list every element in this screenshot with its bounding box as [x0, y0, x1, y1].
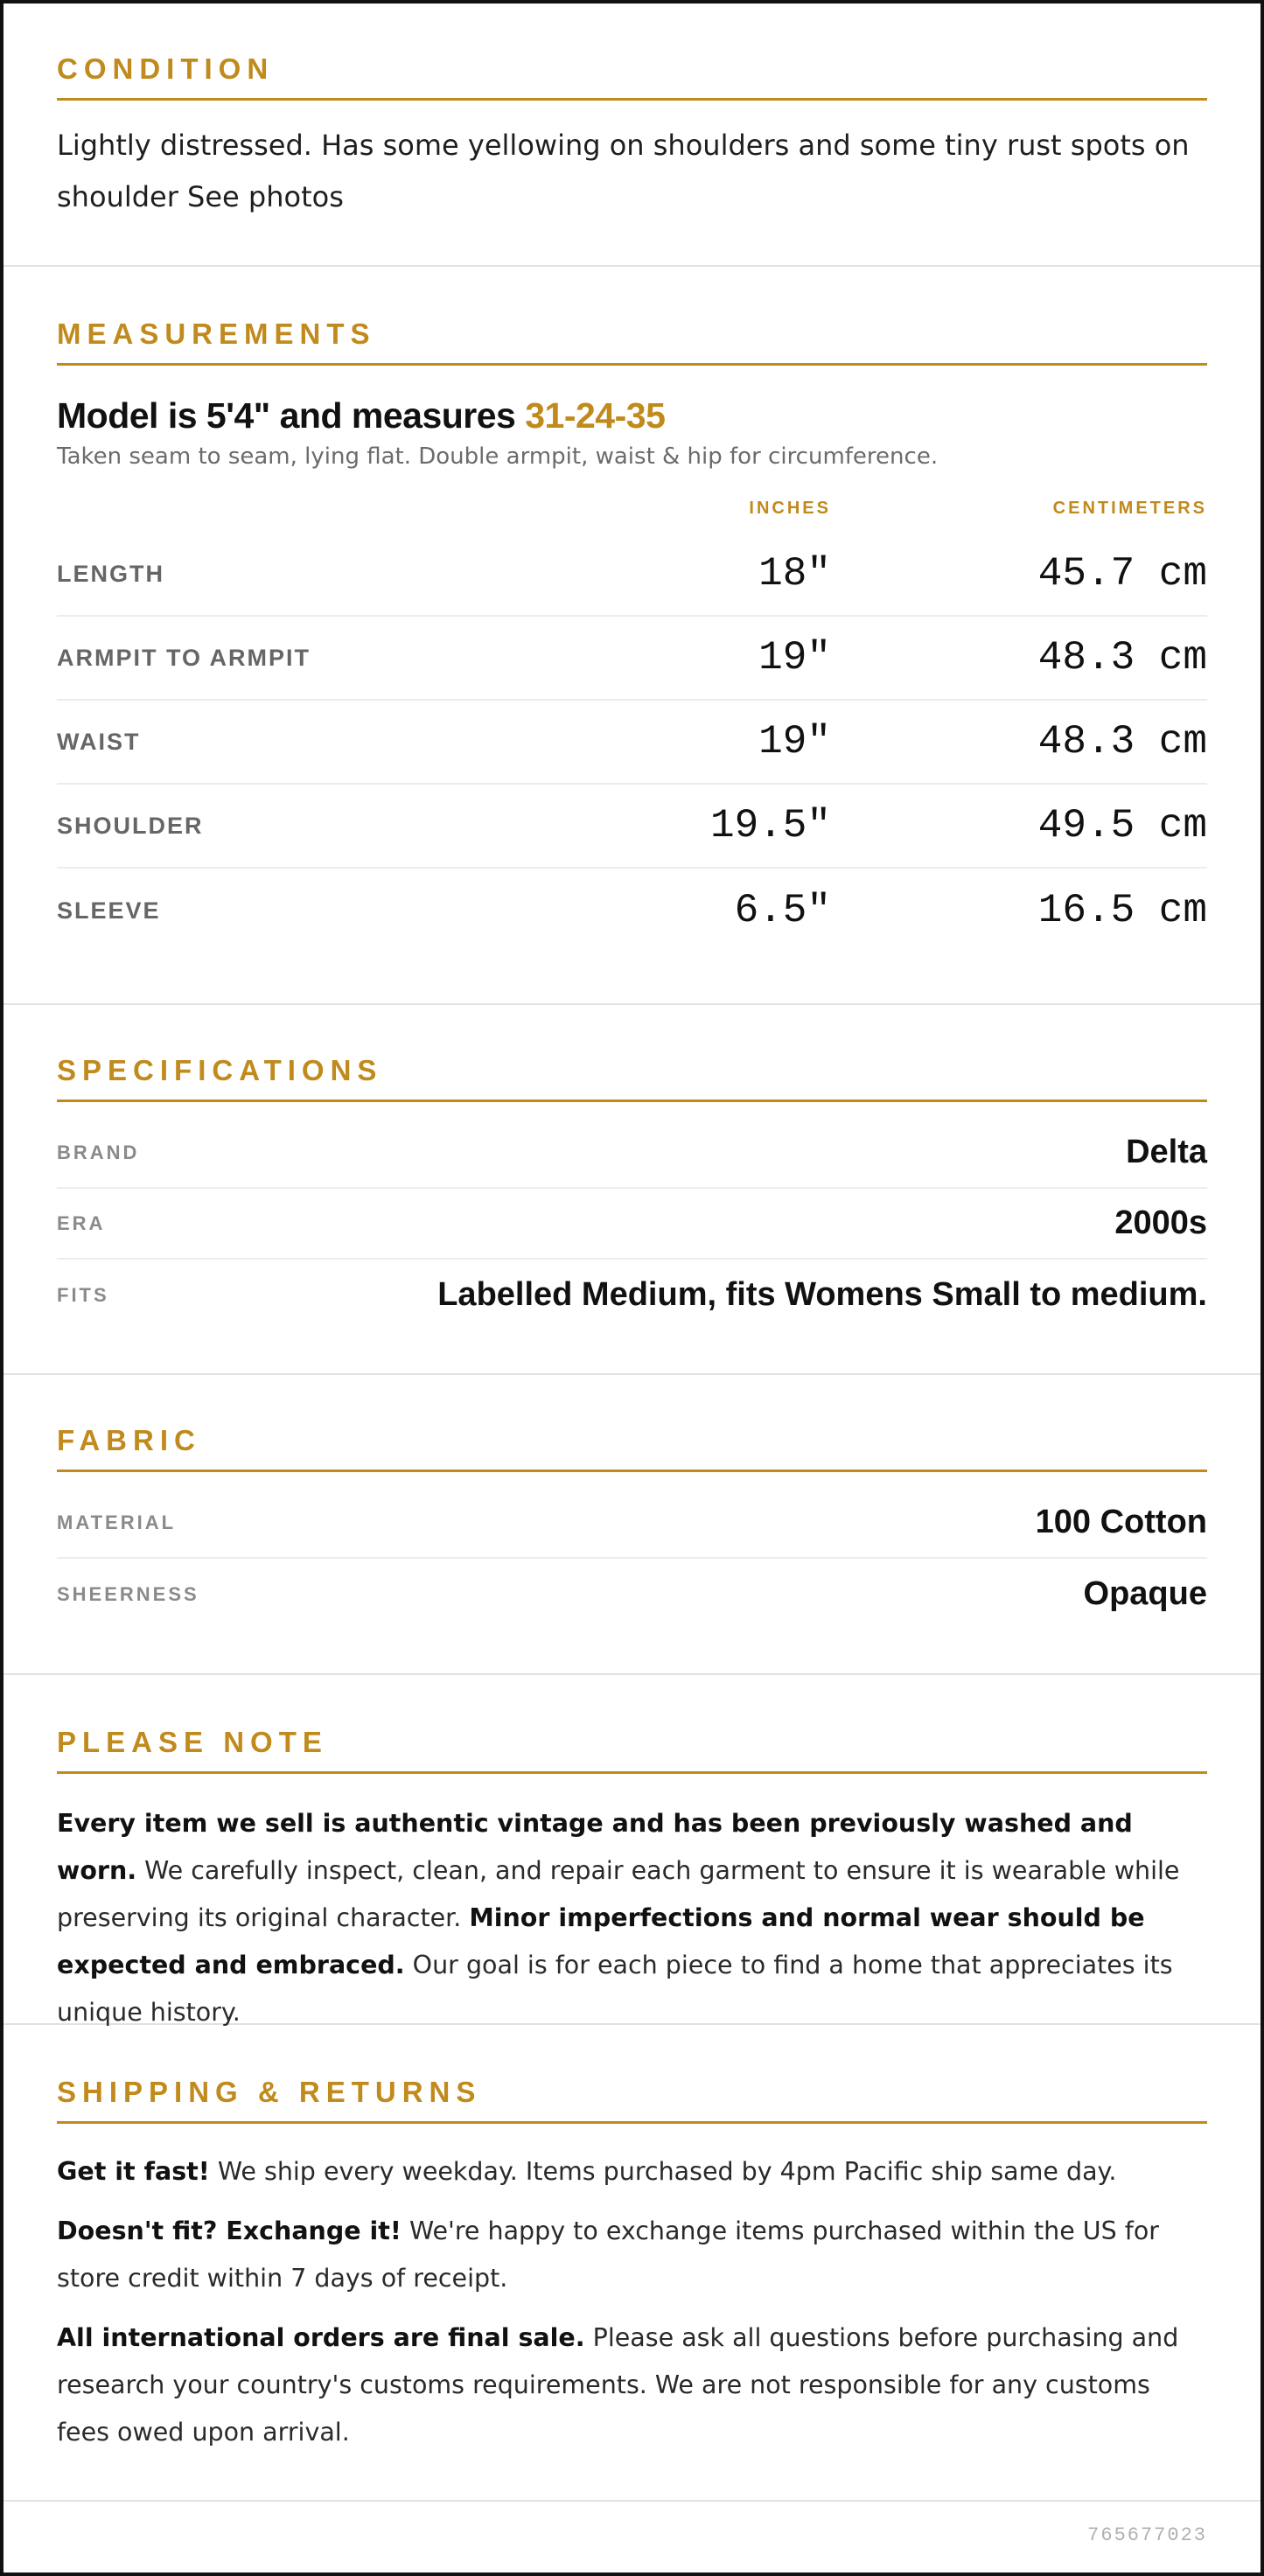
measurement-inches: 19"	[758, 719, 831, 764]
list-item	[57, 1189, 1207, 1260]
shipping-fast-text: We ship every weekday. Items purchased by 4pm Pacific ship same day.	[209, 2157, 1117, 2186]
fabric-section	[3, 1375, 1261, 1675]
list-item	[57, 1488, 1207, 1559]
measurement-cm: 48.3 cm	[1037, 719, 1207, 764]
spec-value: Labelled Medium, fits Womens Small to medium.	[437, 1276, 1207, 1313]
measurement-inches: 19.5"	[709, 803, 831, 848]
condition-text: Lightly distressed. Has some yellowing on shoulders and some tiny rust spots on shoulder See photos	[57, 129, 1190, 213]
please-note-section	[3, 1675, 1261, 2025]
note-text-1: We carefully inspect, clean, and repair each garment to ensure it is wearable while preserving its original character.	[57, 1856, 1180, 1932]
condition-section	[3, 3, 1261, 267]
measurement-inches: 18"	[758, 551, 831, 597]
inches-column-header: INCHES	[749, 499, 831, 518]
measurements-table	[57, 487, 1207, 953]
spec-value: Delta	[1126, 1134, 1207, 1170]
specifications-title: SPECIFICATIONS	[57, 1054, 1207, 1102]
table-row	[57, 785, 1207, 869]
fabric-value: 100 Cotton	[1035, 1504, 1207, 1540]
measurement-label: WAIST	[57, 728, 141, 755]
please-note-text	[57, 1800, 1207, 2036]
measurement-label: SHOULDER	[57, 812, 204, 839]
measurement-cm: 16.5 cm	[1037, 888, 1207, 933]
measurement-label: LENGTH	[57, 560, 164, 587]
centimeters-column-header: CENTIMETERS	[1052, 499, 1207, 518]
fabric-title: FABRIC	[57, 1424, 1207, 1472]
measurements-header-row	[57, 487, 1207, 533]
shipping-fast-paragraph	[57, 2148, 1207, 2196]
spec-key: FITS	[57, 1283, 109, 1306]
shipping-international-text: Please ask all questions before purchasing and research your country's customs requirements. We are not responsible for any customs fees owed upon arrival.	[57, 2323, 1179, 2447]
shipping-exchange-paragraph	[57, 2208, 1207, 2302]
note-bold-1: Every item we sell is authentic vintage and has been previously washed and worn.	[57, 1809, 1133, 1885]
measurement-cm: 48.3 cm	[1037, 635, 1207, 681]
shipping-fast-bold: Get it fast!	[57, 2157, 210, 2186]
table-row	[57, 701, 1207, 785]
list-item	[57, 1118, 1207, 1189]
footer	[3, 2502, 1261, 2572]
model-prefix: Model is 5'4" and measures	[57, 395, 526, 436]
specifications-section	[3, 1005, 1261, 1375]
measurement-label: SLEEVE	[57, 897, 161, 924]
list-item	[57, 1559, 1207, 1630]
fabric-key: MATERIAL	[57, 1511, 177, 1533]
spec-value: 2000s	[1114, 1204, 1207, 1241]
shipping-exchange-text: We're happy to exchange items purchased within the US for store credit within 7 days of receipt.	[57, 2216, 1159, 2293]
note-bold-2: Minor imperfections and normal wear should be expected and embraced.	[57, 1903, 1145, 1979]
sku-number: 765677023	[1087, 2524, 1207, 2546]
measurement-cm: 49.5 cm	[1037, 803, 1207, 848]
measurement-note: Taken seam to seam, lying flat. Double armpit, waist & hip for circumference.	[57, 443, 939, 470]
table-row	[57, 869, 1207, 953]
spec-key: ERA	[57, 1211, 106, 1234]
note-text-2: Our goal is for each piece to find a home that appreciates its unique history.	[57, 1951, 1173, 2027]
shipping-exchange-bold: Doesn't fit? Exchange it!	[57, 2216, 402, 2245]
measurement-cm: 45.7 cm	[1037, 551, 1207, 597]
fabric-list	[57, 1488, 1207, 1630]
measurement-inches: 6.5"	[734, 888, 831, 933]
measurement-label: ARMPIT TO ARMPIT	[57, 644, 311, 671]
fabric-key: SHEERNESS	[57, 1582, 199, 1605]
shipping-international-paragraph	[57, 2314, 1207, 2456]
shipping-international-bold: All international orders are final sale.	[57, 2323, 585, 2352]
spec-key: BRAND	[57, 1141, 140, 1163]
model-measurements	[57, 395, 1207, 436]
table-row	[57, 617, 1207, 701]
condition-title: CONDITION	[57, 52, 1207, 101]
measurement-inches: 19"	[758, 635, 831, 681]
measurements-section	[3, 267, 1261, 1005]
list-item	[57, 1260, 1207, 1330]
specifications-list	[57, 1118, 1207, 1330]
measurements-title: MEASUREMENTS	[57, 318, 1207, 366]
fabric-value: Opaque	[1083, 1575, 1207, 1612]
table-row	[57, 533, 1207, 617]
model-measure-value: 31-24-35	[525, 395, 666, 436]
shipping-section	[3, 2025, 1261, 2502]
please-note-title: PLEASE NOTE	[57, 1726, 1207, 1774]
shipping-title: SHIPPING & RETURNS	[57, 2076, 1207, 2124]
